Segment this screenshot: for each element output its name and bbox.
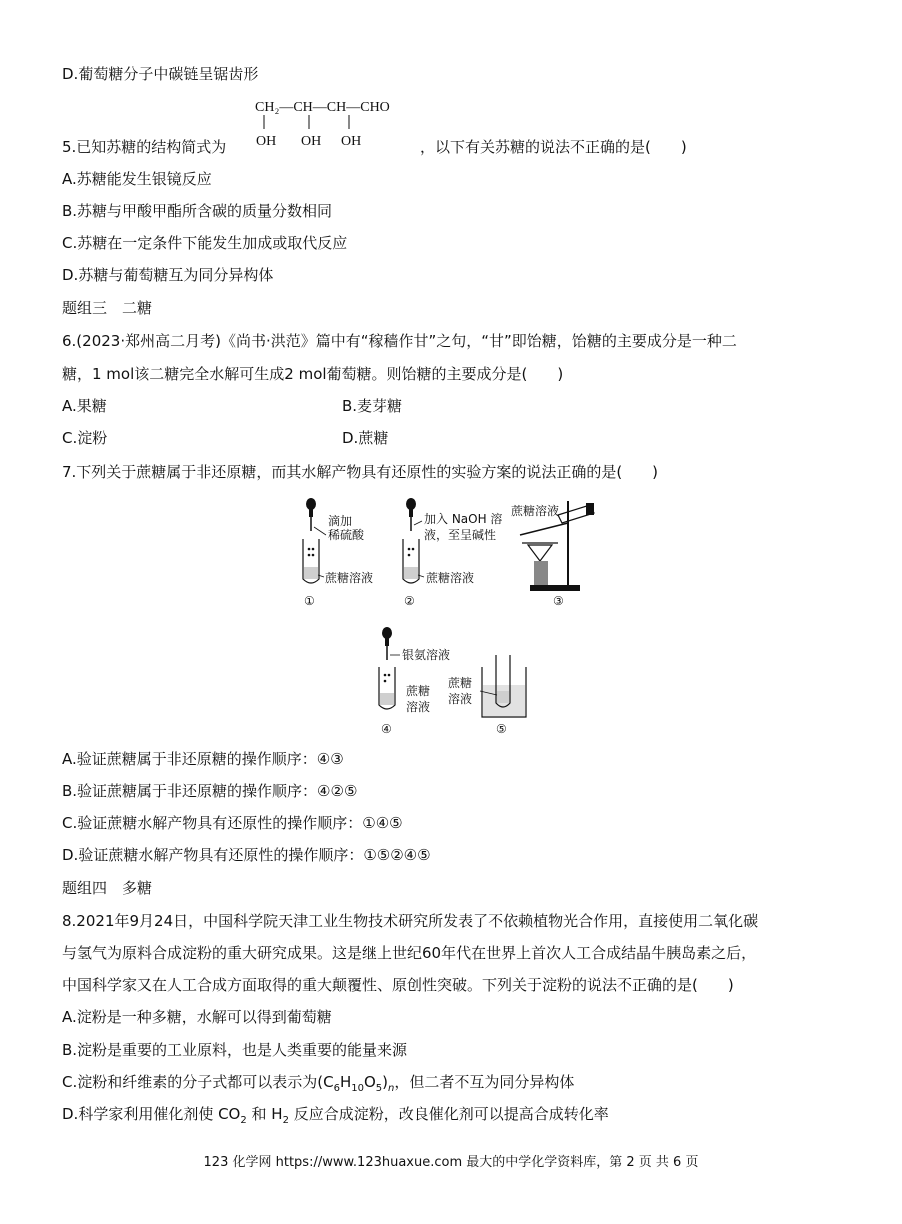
q8-option-d: D.科学家利用催化剂使 $CO_2$ 和 $H_2$ 反应合成淀粉，改良催化剂可以提高合成转化率 xyxy=(62,1105,609,1126)
q7-option-d: D.验证蔗糖水解产物具有还原性的操作顺序：①⑤②④⑤ xyxy=(62,846,431,864)
fig-label-2c: 蔗糖溶液 xyxy=(426,571,475,585)
q5-option-d: D.苏糖与葡萄糖互为同分异构体 xyxy=(62,266,274,284)
q4-option-d: D.葡萄糖分子中碳链呈锯齿形 xyxy=(62,65,259,83)
q5-option-b: B.苏糖与甲酸甲酯所含碳的质量分数相同 xyxy=(62,202,333,220)
fig-number-1: ① xyxy=(304,594,315,608)
apparatus-3-heating-stand xyxy=(511,501,594,608)
q7-option-a: A.验证蔗糖属于非还原糖的操作顺序：④③ xyxy=(62,750,344,768)
q8-stem-line1: 8.2021年9月24日，中国科学院天津工业生物技术研究所发表了不依赖植物光合作用，直接使用二氧化碳 xyxy=(62,912,759,930)
q6-option-d: D.蔗糖 xyxy=(342,429,389,447)
q6-option-a: A.果糖 xyxy=(62,397,107,415)
fig-label-4b: 蔗糖 xyxy=(406,684,431,698)
q8-option-b: B.淀粉是重要的工业原料，也是人类重要的能量来源 xyxy=(62,1041,408,1059)
q8-stem-line2: 与氢气为原料合成淀粉的重大研究成果。这是继上世纪60年代在世界上首次人工合成结晶牛胰岛素之后， xyxy=(62,944,757,962)
fig-label-1a: 滴加 xyxy=(328,514,353,528)
q5-stem-after: ，以下有关苏糖的说法不正确的是( ) xyxy=(420,138,687,156)
q5-option-c: C.苏糖在一定条件下能发生加成或取代反应 xyxy=(62,234,348,252)
q6-stem-line1: 6.(2023·郑州高二月考)《尚书·洪范》篇中有“稼穑作甘”之句，“甘”即饴糖，饴糖的主要成分是一种二 xyxy=(62,332,737,350)
fig-label-1b: 稀硫酸 xyxy=(328,528,365,542)
fig-label-4a: 银氨溶液 xyxy=(402,648,451,662)
q7-option-b: B.验证蔗糖属于非还原糖的操作顺序：④②⑤ xyxy=(62,782,358,800)
fig-label-5a: 蔗糖 xyxy=(448,676,473,690)
formula-oh-3: OH xyxy=(341,134,362,149)
fig-label-3a: 蔗糖溶液 xyxy=(511,504,560,518)
q7-stem: 7.下列关于蔗糖属于非还原糖，而其水解产物具有还原性的实验方案的说法正确的是( ) xyxy=(62,463,659,481)
q7-experiment-figure xyxy=(290,495,620,740)
group4-heading: 题组四 多糖 xyxy=(62,879,153,897)
q6-option-b: B.麦芽糖 xyxy=(342,397,403,415)
fig-label-2a: 加入 NaOH 溶 xyxy=(424,512,503,526)
formula-main-chain: CH₂—CH—CH—CHO xyxy=(255,100,390,115)
apparatus-1-test-tube-with-dropper xyxy=(303,498,373,608)
threose-structural-formula xyxy=(252,95,442,150)
q5-option-a: A.苏糖能发生银镜反应 xyxy=(62,170,212,188)
apparatus-2-test-tube-with-dropper xyxy=(403,498,502,608)
q7-option-c: C.验证蔗糖水解产物具有还原性的操作顺序：①④⑤ xyxy=(62,814,403,832)
fig-label-4c: 溶液 xyxy=(406,700,431,714)
fig-number-2: ② xyxy=(404,594,415,608)
fig-number-5: ⑤ xyxy=(496,722,507,736)
formula-oh-1: OH xyxy=(256,134,277,149)
q8-option-a: A.淀粉是一种多糖，水解可以得到葡萄糖 xyxy=(62,1008,332,1026)
page-footer: 123 化学网 https://www.123huaxue.com 最大的中学化学资料库，第 2 页 共 6 页 xyxy=(203,1155,699,1170)
q8-option-c: C.淀粉和纤维素的分子式都可以表示为$(C_6H_{10}O_5)_n$，但二者不互为同分异构体 xyxy=(62,1073,575,1094)
formula-oh-2: OH xyxy=(301,134,322,149)
q5-stem-before: 5.已知苏糖的结构简式为 xyxy=(62,138,227,156)
apparatus-5-water-bath xyxy=(448,655,526,736)
group3-heading: 题组三 二糖 xyxy=(62,299,153,317)
fig-number-3: ③ xyxy=(553,594,564,608)
q6-stem-line2: 糖，1 mol该二糖完全水解可生成2 mol葡萄糖。则饴糖的主要成分是( ) xyxy=(62,365,564,383)
q8-stem-line3: 中国科学家又在人工合成方面取得的重大颠覆性、原创性突破。下列关于淀粉的说法不正确的是( ) xyxy=(62,976,734,994)
fig-label-1c: 蔗糖溶液 xyxy=(325,571,374,585)
fig-label-5b: 溶液 xyxy=(448,692,473,706)
apparatus-4-test-tube-silver-ammonia xyxy=(379,627,450,736)
q6-option-c: C.淀粉 xyxy=(62,429,108,447)
fig-number-4: ④ xyxy=(381,722,392,736)
fig-label-2b: 液，至呈碱性 xyxy=(424,528,497,542)
